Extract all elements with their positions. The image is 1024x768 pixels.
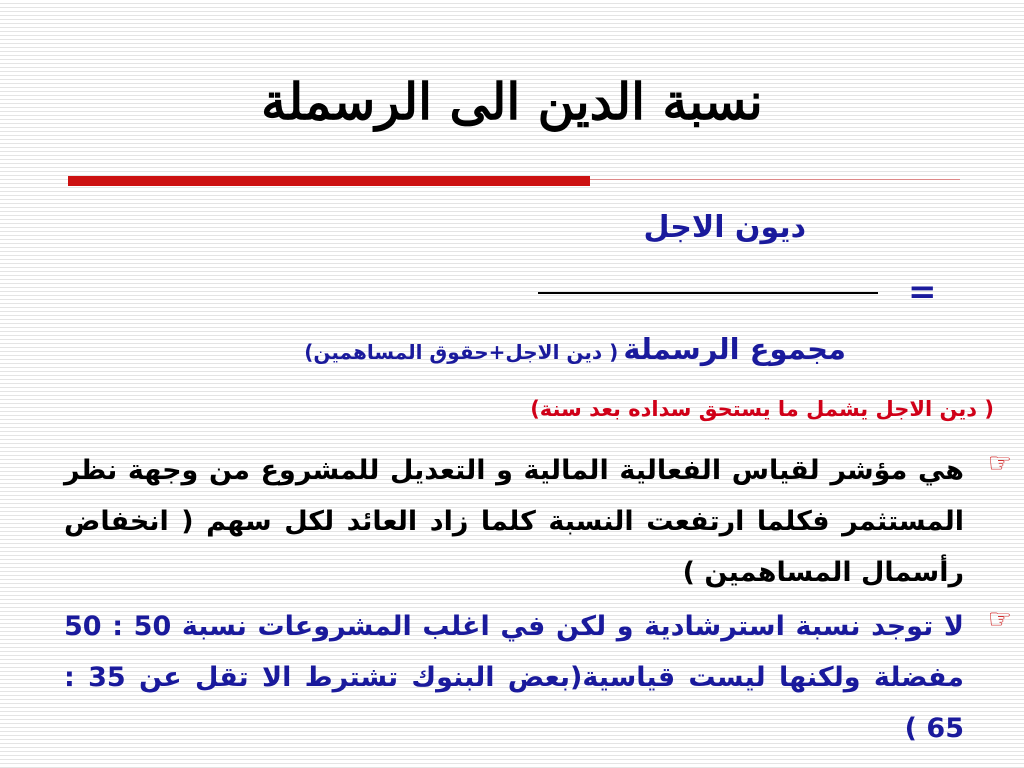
formula-denominator: [304, 332, 846, 366]
fraction-line: [538, 292, 878, 294]
note-text: ( دين الاجل يشمل ما يستحق سداده بعد سنة): [530, 397, 994, 421]
bullet-text-1: هي مؤشر لقياس الفعالية المالية و التعديل للمشروع من وجهة نظر المستثمر فكلما ارتفعت النسبة كلما زاد العائد لكل سهم ( انخفاض رأسمال المساهمين ): [64, 455, 964, 588]
title-underline-red: [68, 176, 590, 186]
equals-sign: =: [908, 272, 937, 312]
title-underline-thin: [590, 179, 960, 180]
denominator-detail: ( دين الاجل+حقوق المساهمين): [304, 340, 619, 364]
bullet-text-2: لا توجد نسبة استرشادية و لكن في اغلب المشروعات نسبة 50 : 50 مفضلة ولكنها ليست قياسية(بعض البنوك تشترط الا تقل عن 35 : 65 ): [64, 611, 964, 744]
slide-title: نسبة الدين الى الرسملة: [261, 72, 763, 131]
pointing-hand-icon: ☞: [987, 448, 1012, 479]
formula-numerator: ديون الاجل: [643, 210, 806, 245]
denominator-main: مجموع الرسملة: [623, 332, 846, 366]
pointing-hand-icon: ☞: [987, 604, 1012, 635]
